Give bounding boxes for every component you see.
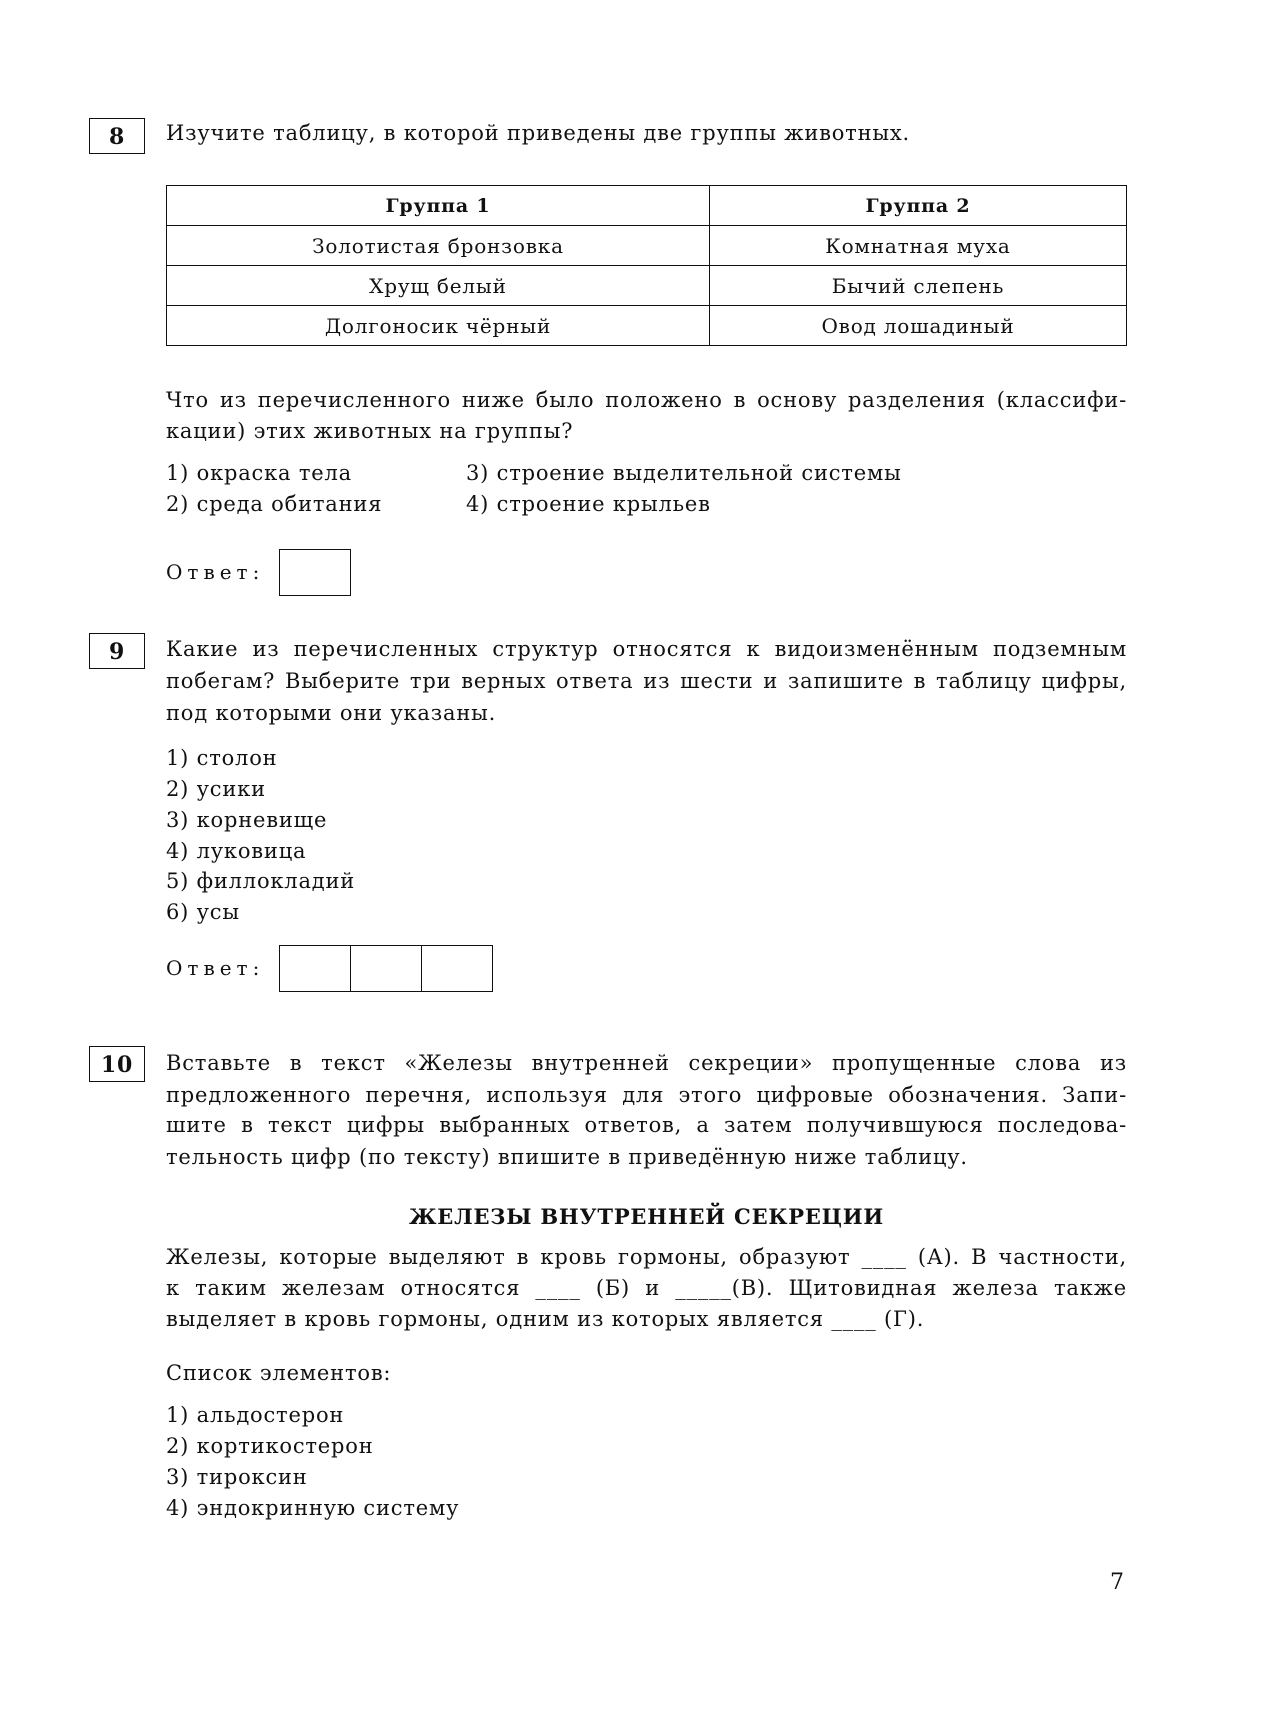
answer-box[interactable] [421,945,493,992]
q8-question-line: Что из перечисленного ниже было положено в основу разделения (классифи- [166,388,1127,412]
answer-box[interactable] [350,945,422,992]
table-cell: Долгоносик чёрный [167,306,710,346]
list-item: 2) кортикостерон [166,1434,374,1458]
section-heading: ЖЕЛЕЗЫ ВНУТРЕННЕЙ СЕКРЕЦИИ [408,1204,885,1229]
question-number-10: 10 [89,1046,145,1082]
q9-option: 5) филлокладий [166,869,356,893]
q9-prompt-line: побегам? Выберите три верных ответа из шести и запишите в таблицу цифры, [166,669,1127,693]
list-item: 1) альдостерон [166,1403,345,1427]
q10-text-line: Железы, которые выделяют в кровь гормоны, образуют ____ (А). В частности, [166,1245,1127,1269]
q9-option: 6) усы [166,900,240,924]
table-row [167,306,1127,346]
answer-box[interactable] [279,945,351,992]
animal-groups-table [166,185,1127,346]
q8-question-line: кации) этих животных на группы? [166,419,574,443]
list-item: 4) эндокринную систему [166,1496,460,1520]
answer-box[interactable] [279,549,351,596]
table-cell: Золотистая бронзовка [167,226,710,266]
table-cell: Комнатная муха [709,226,1126,266]
q8-option: 2) среда обитания [166,492,383,516]
q10-text-line: к таким железам относятся ____ (Б) и _____(В). Щитовидная железа также [166,1276,1127,1300]
q9-prompt-line: Какие из перечисленных структур относятся к видоизменённым подземным [166,637,1127,661]
table-row [167,266,1127,306]
q10-prompt-line: шите в текст цифры выбранных ответов, а затем получившуюся последова- [166,1113,1127,1137]
q9-option: 3) корневище [166,808,328,832]
table-cell: Хрущ белый [167,266,710,306]
table-row [167,226,1127,266]
q8-option: 1) окраска тела [166,461,352,485]
q10-text-line: выделяет в кровь гормоны, одним из которых является ____ (Г). [166,1307,925,1331]
q9-option: 2) усики [166,777,266,801]
q8-option: 3) строение выделительной системы [466,461,902,485]
question-number-8: 8 [89,118,145,154]
q10-prompt-line: Вставьте в текст «Железы внутренней секреции» пропущенные слова из [166,1051,1127,1075]
q9-option: 4) луковица [166,839,307,863]
answer-label: Ответ: [166,560,265,584]
list-title: Список элементов: [166,1361,392,1385]
table-header-row [167,186,1127,226]
page-number: 7 [1110,1570,1125,1595]
table-cell: Бычий слепень [709,266,1126,306]
table-header: Группа 2 [709,186,1126,226]
q9-option: 1) столон [166,746,278,770]
q9-prompt-line: под которыми они указаны. [166,701,497,725]
q10-prompt-line: предложенного перечня, используя для этого цифровые обозначения. Запи- [166,1083,1127,1107]
q10-prompt-line: тельность цифр (по тексту) впишите в приведённую ниже таблицу. [166,1145,968,1169]
list-item: 3) тироксин [166,1465,308,1489]
question-number-9: 9 [89,633,145,669]
q8-prompt: Изучите таблицу, в которой приведены две группы животных. [166,121,911,145]
answer-label: Ответ: [166,956,265,980]
q8-option: 4) строение крыльев [466,492,711,516]
table-cell: Овод лошадиный [709,306,1126,346]
table-header: Группа 1 [167,186,710,226]
